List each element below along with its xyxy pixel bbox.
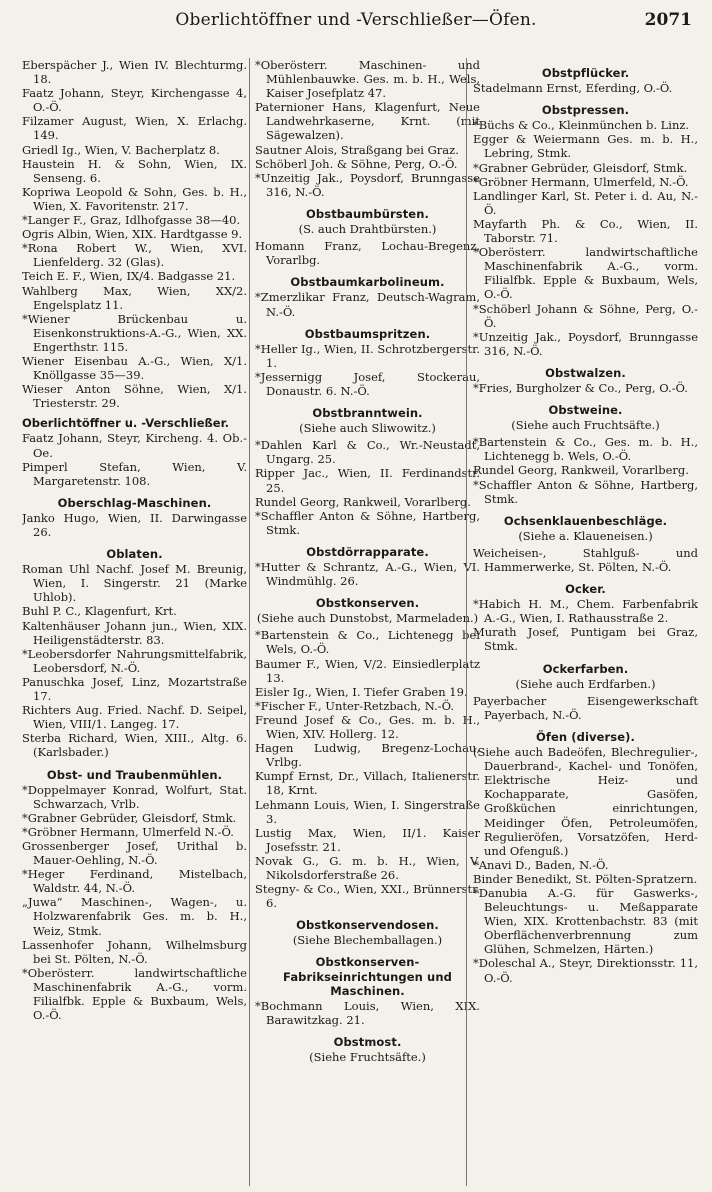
directory-entry: Wieser Anton Söhne, Wien, X/1. Triesterstr. 29. [22,382,247,411]
directory-entry: Binder Benedikt, St. Pölten-Spratzern. [473,871,698,886]
directory-entry: Pimperl Stefan, Wien, V. Margaretenstr. 108. [22,459,247,488]
directory-entry: *Habich H. M., Chem. Farbenfabrik A.-G., Wien, I. Rathausstraße 2. [473,597,698,626]
page-number: 2071 [644,10,692,30]
cross-reference-note: (Siehe Blechemballagen.) [292,933,443,948]
directory-entry: *Grabner Gebrüder, Gleisdorf, Stmk. [22,810,237,825]
directory-entry: Wahlberg Max, Wien, XX/2. Engelsplatz 11. [22,283,247,312]
section-heading: Obstmost. [333,1034,402,1049]
cross-reference-note: (S. auch Drahtbürsten.) [298,222,437,237]
directory-entry: Filzamer August, Wien, X. Erlachg. 149. [22,114,247,143]
directory-entry: Stadelmann Ernst, Eferding, O.-Ö. [473,81,673,96]
directory-entry: *Jessernigg Josef, Stockerau, Donaustr. 6. N.-Ö. [255,369,480,398]
directory-entry: Rundel Georg, Rankweil, Vorarlberg. [255,494,471,509]
directory-entry: Payerbacher Eisengewerkschaft Payerbach, N.-Ö. [473,693,698,722]
section-heading: Oberschlag-Maschinen. [57,495,212,510]
directory-entry: Eisler Ig., Wien, I. Tiefer Graben 19. [255,684,468,699]
section-heading: Obstbaumbürsten. [306,206,429,221]
directory-entry: Landlinger Karl, St. Peter i. d. Au, N.-Ö. [473,188,698,217]
section-heading: Obstbranntwein. [312,406,423,421]
cross-reference-note: (Siehe a. Klaueneisen.) [518,528,653,543]
section-heading: Öfen (diverse). [536,729,635,744]
directory-entry: Lassenhofer Johann, Wilhelmsburg bei St. Pölten, N.-Ö. [22,937,247,966]
directory-entry: Egger & Weiermann Ges. m. b. H., Lebring, Stmk. [473,132,698,161]
directory-entry: *Hutter & Schrantz, A.-G., Wien, VI. Windmühlg. 26. [255,560,480,589]
directory-entry: Rundel Georg, Rankweil, Vorarlberg. [473,463,689,478]
directory-entry: Freund Josef & Co., Ges. m. b. H., Wien, XIV. Hollerg. 12. [255,712,480,742]
directory-entry: Lehmann Louis, Wien, I. Singerstraße 3. [255,797,480,826]
section-heading: Ockerfarben. [542,661,629,676]
directory-entry: Faatz Johann, Steyr, Kircheng. 4. Ob.-Oe. [22,431,247,460]
section-heading: Obstkonservendosen. [296,918,439,933]
section-heading: Obstpressen. [541,103,630,118]
directory-entry: *Schaffler Anton & Söhne, Hartberg, Stmk. [473,477,698,506]
directory-entry: *Grabner Gebrüder, Gleisdorf, Stmk. [473,160,688,175]
directory-entry: Buhl P. C., Klagenfurt, Krt. [22,604,177,619]
directory-entry: Sterba Richard, Wien, XIII., Altg. 6. (Karlsbader.) [22,731,247,760]
directory-entry: Richters Aug. Fried. Nachf. D. Seipel, Wien, VIII/1. Langeg. 17. [22,703,247,732]
column-1 [22,58,247,1186]
directory-entry: *Schöberl Johann & Söhne, Perg, O.-Ö. [473,301,698,330]
directory-entry: *Fries, Burgholzer & Co., Perg, O.-Ö. [473,380,688,395]
directory-entry: Schöberl Joh. & Söhne, Perg, O.-Ö. [255,156,458,171]
directory-entry: *Unzeitig Jak., Poysdorf, Brunngasse 316, N.-Ö. [255,170,480,199]
directory-entry: *Heller Ig., Wien, II. Schrotzbergerstr. 1. [255,341,480,370]
directory-entry: *Büchs & Co., Kleinmünchen b. Linz. [473,118,690,133]
section-heading: Obst- und Traubenmühlen. [46,767,223,782]
directory-entry: *Heger Ferdinand, Mistelbach, Waldstr. 44, N.-Ö. [22,867,247,896]
section-heading: Obstweine. [548,403,623,418]
section-heading: Ochsenklauenbeschläge. [503,513,668,528]
directory-entry: *Langer F., Graz, Idlhofgasse 38—40. [22,213,241,228]
directory-entry: *Anavi D., Baden, N.-Ö. [473,857,609,872]
directory-entry: Ripper Jac., Wien, II. Ferdinandstr. 25. [255,466,480,495]
directory-entry: Teich E. F., Wien, IX/4. Badgasse 21. [22,269,236,284]
directory-entry: *Schaffler Anton & Söhne, Hartberg, Stmk. [255,508,480,537]
section-heading: Obstkonserven-Fabrikseinrichtungen und Maschinen. [283,955,452,998]
section-heading: Oblaten. [106,547,163,562]
directory-entry: Kopriwa Leopold & Sohn, Ges. b. H., Wien, X. Favoritenstr. 217. [22,184,247,213]
directory-entry: *Fischer F., Unter-Retzbach, N.-Ö. [255,698,454,713]
column-2 [255,58,480,1186]
directory-entry: Roman Uhl Nachf. Josef M. Breunig, Wien, I. Singerstr. 21 (Marke Uhlob). [22,562,247,605]
columns [0,58,712,1188]
column-divider [249,58,250,1186]
directory-entry: *Dahlen Karl & Co., Wr.-Neustadt, Ungarg. 25. [255,438,480,467]
directory-entry: *Wiener Brückenbau u. Eisenkonstruktions-A.-G., Wien, XX. Engerthstr. 115. [22,311,247,354]
directory-entry: „Juwa“ Maschinen-, Wagen-, u. Holzwarenfabrik Ges. m. b. H., Weiz, Stmk. [22,895,247,938]
directory-entry: Janko Hugo, Wien, II. Darwingasse 26. [22,510,247,539]
directory-entry: Griedl Ig., Wien, V. Bacherplatz 8. [22,142,220,157]
running-title: Oberlichtöffner und -Verschließer—Öfen. [175,10,537,30]
section-heading: Obstdörrapparate. [306,544,429,559]
directory-entry: *Doppelmayer Konrad, Wolfurt, Stat. Schwarzach, Vrlb. [22,782,247,811]
directory-entry: Kumpf Ernst, Dr., Villach, Italienerstr. 18, Krnt. [255,769,480,798]
directory-entry: *Bartenstein & Co., Lichtenegg bei Wels, O.-Ö. [255,628,480,657]
directory-entry: Sautner Alois, Straßgang bei Graz. [255,142,459,157]
directory-entry: Mayfarth Ph. & Co., Wien, II. Taborstr. 71. [473,216,698,246]
directory-entry: *Zmerzlikar Franz, Deutsch-Wagram, N.-Ö. [255,290,480,319]
directory-entry: Eberspächer J., Wien IV. Blechturmg. 18. [22,58,247,87]
directory-entry: (Siehe auch Badeöfen, Blechregulier-, Dauerbrand-, Kachel- und Tonöfen, Elektrische Heiz- und Kochapparate, Gasöfen, Großküchen einrichtungen, Meidinger Öfen, Petroleumöfen, Regulieröfen, Vorsatzöfen, Herd- und Ofenguß.) [473,745,698,858]
section-heading: Obstbaumkarbolineum. [290,275,445,290]
directory-entry: Grossenberger Josef, Urithal b. Mauer-Oehling, N.-Ö. [22,838,247,868]
directory-entry: Faatz Johann, Steyr, Kirchengasse 4, O.-Ö. [22,86,247,115]
directory-entry: Wiener Eisenbau A.-G., Wien, X/1. Knöllgasse 35—39. [22,353,247,383]
cross-reference-note: (Siehe auch Sliwowitz.) [299,421,436,436]
directory-entry: Murath Josef, Puntigam bei Graz, Stmk. [473,625,698,654]
cross-reference-note: (Siehe auch Erdfarben.) [515,676,656,691]
section-heading: Obstpflücker. [541,66,630,80]
directory-entry: Hagen Ludwig, Bregenz-Lochau, Vrlbg. [255,741,480,770]
directory-entry: *Bartenstein & Co., Ges. m. b. H., Lichtenegg b. Wels, O.-Ö. [473,435,698,464]
directory-entry: *Oberösterr. Maschinen- und Mühlenbauwke. Ges. m. b. H., Wels, Kaiser Josefplatz 47. [255,58,480,101]
section-heading: Obstbaumspritzen. [304,326,431,341]
directory-entry: *Oberösterr. landwirtschaftliche Maschinenfabrik A.-G., vorm. Filialfbk. Epple & Buxbaum, Wels, O.-Ö. [22,965,247,1023]
directory-entry: *Oberösterr. landwirtschaftliche Maschinenfabrik A.-G., vorm. Filialfbk. Epple & Buxbaum, Wels, O.-Ö. [473,245,698,302]
directory-entry: *Gröbner Hermann, Ulmerfeld N.-Ö. [22,824,234,839]
directory-entry: Baumer F., Wien, V/2. Einsiedlerplatz 13. [255,656,480,685]
directory-entry: *Doleschal A., Steyr, Direktionsstr. 11, O.-Ö. [473,956,698,985]
directory-entry: *Rona Robert W., Wien, XVI. Lienfelderg. 32 (Glas). [22,241,247,270]
section-heading: Obstkonserven. [315,596,420,611]
cross-reference-note: (Siehe auch Dunstobst, Marmeladen.) [256,611,479,626]
column-3 [473,58,698,1186]
page-header [0,6,712,36]
section-heading: Obstwalzen. [545,365,626,380]
column-divider [466,58,467,1186]
cross-reference-note: (Siehe Fruchtsäfte.) [309,1050,426,1064]
directory-entry: *Unzeitig Jak., Poysdorf, Brunngasse 316, N.-Ö. [473,329,698,358]
directory-entry: Weicheisen-, Stahlguß- und Hammerwerke, St. Pölten, N.-Ö. [473,545,698,574]
directory-entry: Novak G., G. m. b. H., Wien, V. Nikolsdorferstraße 26. [255,853,480,882]
directory-entry: Ogris Albin, Wien, XIX. Hardtgasse 9. [22,227,243,242]
directory-entry: Paternioner Hans, Klagenfurt, Neue Landwehrkaserne, Krnt. (mit Sägewalzen). [255,100,480,143]
directory-entry: Homann Franz, Lochau-Bregenz, Vorarlbg. [255,239,480,268]
directory-entry: Kaltenhäuser Johann jun., Wien, XIX. Heiligenstädterstr. 83. [22,618,247,647]
section-heading: Oberlichtöffner u. -Verschließer. [22,416,229,431]
directory-entry: *Gröbner Hermann, Ulmerfeld, N.-Ö. [473,174,689,189]
cross-reference-note: (Siehe auch Fruchtsäfte.) [511,418,660,433]
directory-entry: Lustig Max, Wien, II/1. Kaiser Josefsstr. 21. [255,825,480,854]
directory-entry: *Danubia A.-G. für Gaswerks-, Beleuchtungs- u. Meßapparate Wien, XIX. Krottenbachstr. 83 (mit Oberflächenverbrennung zum Glühen, Schmelzen, Härten.) [473,885,698,957]
directory-entry: Haustein H. & Sohn, Wien, IX. Senseng. 6. [22,156,247,185]
directory-entry: Stegny- & Co., Wien, XXI., Brünnerstr. 6. [255,882,480,911]
section-heading: Ocker. [565,582,606,597]
directory-entry: Panuschka Josef, Linz, Mozartstraße 17. [22,674,247,704]
directory-entry: *Bochmann Louis, Wien, XIX. Barawitzkag. 21. [255,998,480,1027]
directory-entry: *Leobersdorfer Nahrungsmittelfabrik, Leobersdorf, N.-Ö. [22,646,247,675]
